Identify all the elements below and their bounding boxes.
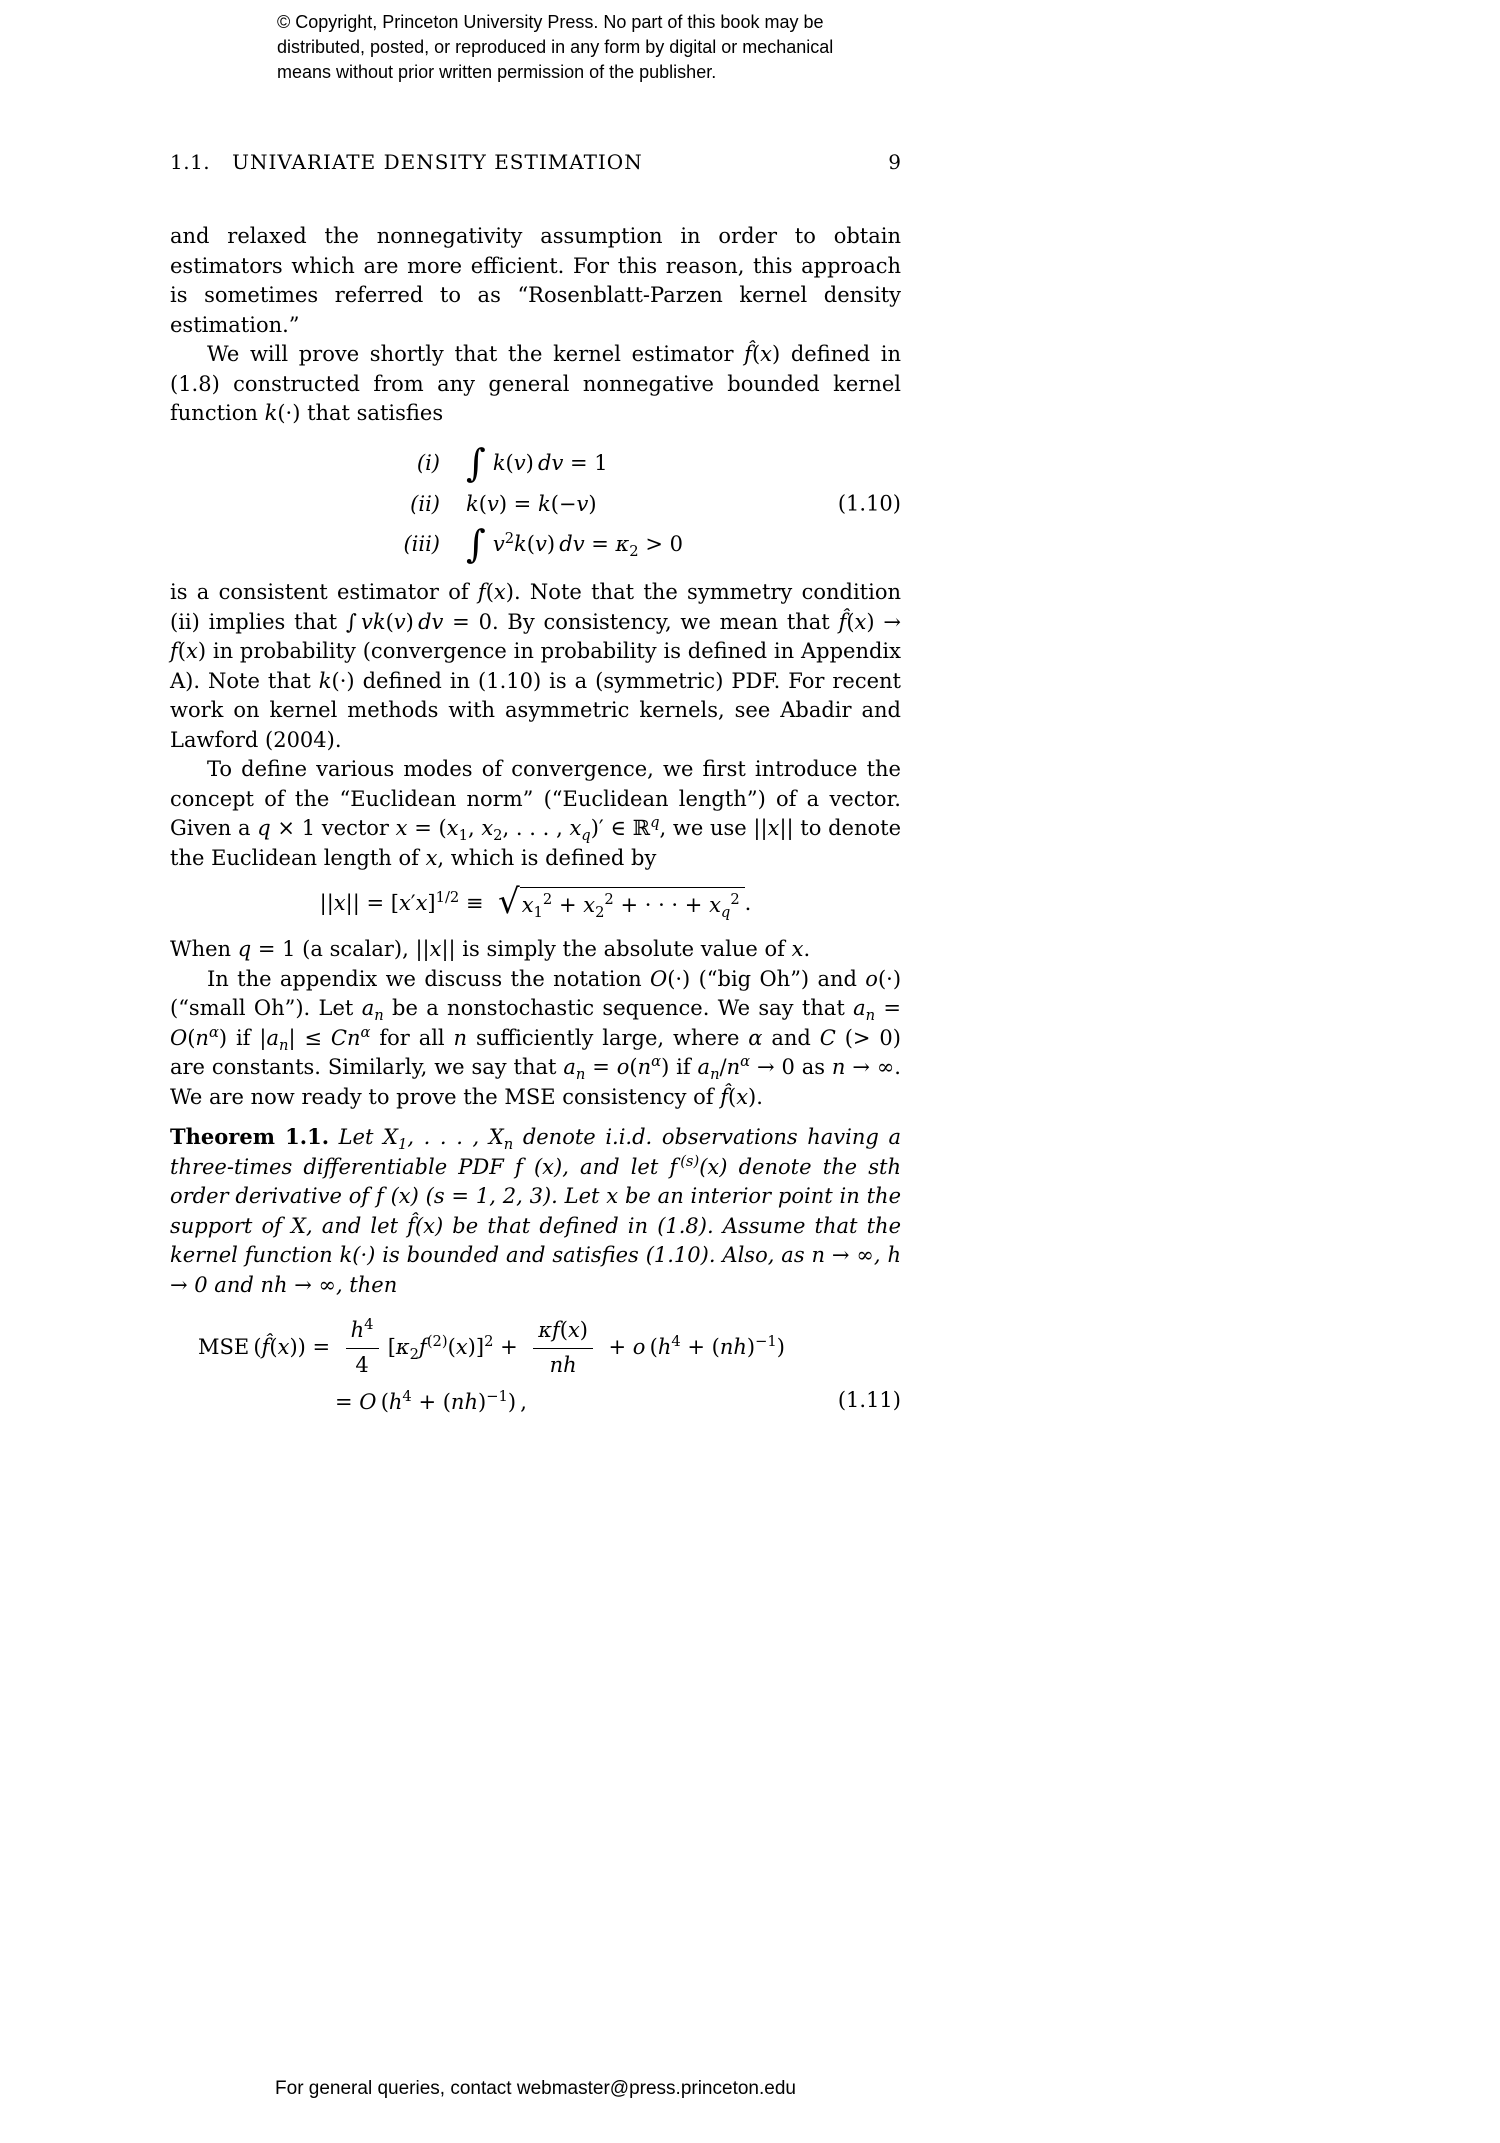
equation-1-11-line-2: = O $(h^4 + (nh)^{-1})$ , — [335, 1388, 527, 1414]
paragraph: is a consistent estimator of f(x). Note that the symmetry condition (ii) implies that ∫ vk(v) dv = 0. By consistency, we mean that f̂(x) → f(x) in probability (convergence in probability is defined in Appendix A). Note that k(·) defined in (1.10) is a (symmetric) PDF. For recent work on kernel methods with asymmetric kernels, see Abadir and Lawford (2004). — [170, 580, 902, 752]
paragraph: In the appendix we discuss the notation O(·) (“big Oh”) and o(·) (“small Oh”). Let $a_n$ be a nonstochastic sequence. We say that $a_n = O(n^\alpha)$ if $|a_n| \le Cn^\alpha$ for all n sufficiently large, where α and C (> 0) are constants. Similarly, we say that $a_n = o(n^\alpha)$ if $a_n/n^\alpha \to 0$ as n → ∞. We are now ready to prove the MSE consistency of f̂(x). — [170, 966, 902, 1109]
radical-sign: √ — [498, 882, 520, 922]
mse-lhs: MSE (f̂(x)) = — [198, 1335, 341, 1360]
section-number: 1.1. — [170, 150, 211, 174]
integral-sign: ∫ — [466, 522, 486, 566]
mse-remainder-term: + o $(h^4 + (nh)^{-1})$ — [598, 1333, 785, 1360]
radicand: $x_1^2 + x_2^2$ + · · · + $x_q^2$ — [520, 887, 745, 921]
equation-expression: k(v) = k(−v) — [466, 491, 597, 516]
fraction-denominator: 4 — [346, 1348, 379, 1381]
equation-number: (1.11) — [837, 1388, 901, 1412]
theorem-label: Theorem 1.1. — [170, 1124, 329, 1149]
paragraph: To define various modes of convergence, we first introduce the concept of the “Euclidean norm” (“Euclidean length”) of a vector. Given a q × 1 vector $x = (x_1$, $x_2$, . . . , $x_q)'$ ∈ ℝ$^q$, we use ||x|| to denote the Euclidean length of x, which is defined by — [170, 757, 901, 870]
equation-1-11 — [170, 1316, 901, 1418]
fraction-numerator: κf(x) — [538, 1318, 588, 1342]
footer-contact-text: For general queries, contact webmaster@press.princeton.edu — [275, 2078, 796, 2099]
integral-sign: ∫ — [466, 440, 486, 485]
equation-1-10 — [170, 440, 901, 566]
equation-item-label: (i) — [416, 450, 440, 475]
fraction-kfx-over-nh — [533, 1316, 593, 1380]
main-text-column — [170, 222, 901, 1432]
theorem-1-1 — [170, 1122, 901, 1300]
equation-expression: $v^2k(v)$ dv = $\kappa_2 > 0$ — [492, 530, 683, 561]
fraction-denominator: nh — [533, 1348, 593, 1381]
copyright-notice — [277, 10, 833, 85]
copyright-line: © Copyright, Princeton University Press. No part of this book may be — [277, 12, 824, 32]
norm-lhs: $||x|| = [x'x]^{1/2}$ ≡ — [319, 889, 495, 916]
paragraph: When q = 1 (a scalar), ||x|| is simply the absolute value of x. — [170, 937, 811, 961]
equation-item-label: (ii) — [410, 491, 440, 516]
theorem-text: Let $X_1$, . . . , $X_n$ denote i.i.d. observations having a three-times differentiable PDF f (x), and let f $^{(s)}$(x) denote the sth order derivative of f (x) (s = 1, 2, 3). Let x be an interior point in the support of X, and let f̂(x) be that defined in (1.8). Assume that the kernel function k(·) is bounded and satisfies (1.10). Also, as n → ∞, h → 0 and nh → ∞, then — [170, 1125, 902, 1297]
page-footer — [170, 2078, 901, 2100]
fraction-h4-over-4 — [346, 1316, 379, 1380]
equation-period: . — [744, 891, 752, 916]
running-header — [170, 150, 901, 174]
equation-row-i — [170, 440, 901, 485]
page-number: 9 — [888, 150, 901, 174]
mse-middle-term: $[\kappa_2f^{(2)}(x)]^2$ + — [383, 1333, 529, 1364]
equation-row-ii — [170, 490, 901, 520]
equation-1-11-line-1 — [198, 1316, 901, 1380]
equation-expression: k(v) dv = 1 — [492, 450, 608, 475]
copyright-line: distributed, posted, or reproduced in any form by digital or mechanical — [277, 37, 834, 57]
equation-row-iii — [170, 522, 901, 566]
paragraph: We will prove shortly that the kernel estimator f̂(x) defined in (1.8) constructed from any general nonnegative bounded kernel function k(·) that satisfies — [170, 342, 901, 425]
equation-item-label: (iii) — [403, 532, 440, 557]
section-title: UNIVARIATE DENSITY ESTIMATION — [232, 150, 643, 174]
equation-number: (1.10) — [837, 491, 901, 516]
copyright-line: means without prior written permission of the publisher. — [277, 62, 717, 82]
fraction-numerator: $h^4$ — [350, 1316, 374, 1342]
paragraph: and relaxed the nonnegativity assumption in order to obtain estimators which are more efficient. For this reason, this approach is sometimes referred to as “Rosenblatt-Parzen kernel density estimation.” — [170, 224, 901, 337]
equation-euclidean-norm — [170, 882, 901, 922]
